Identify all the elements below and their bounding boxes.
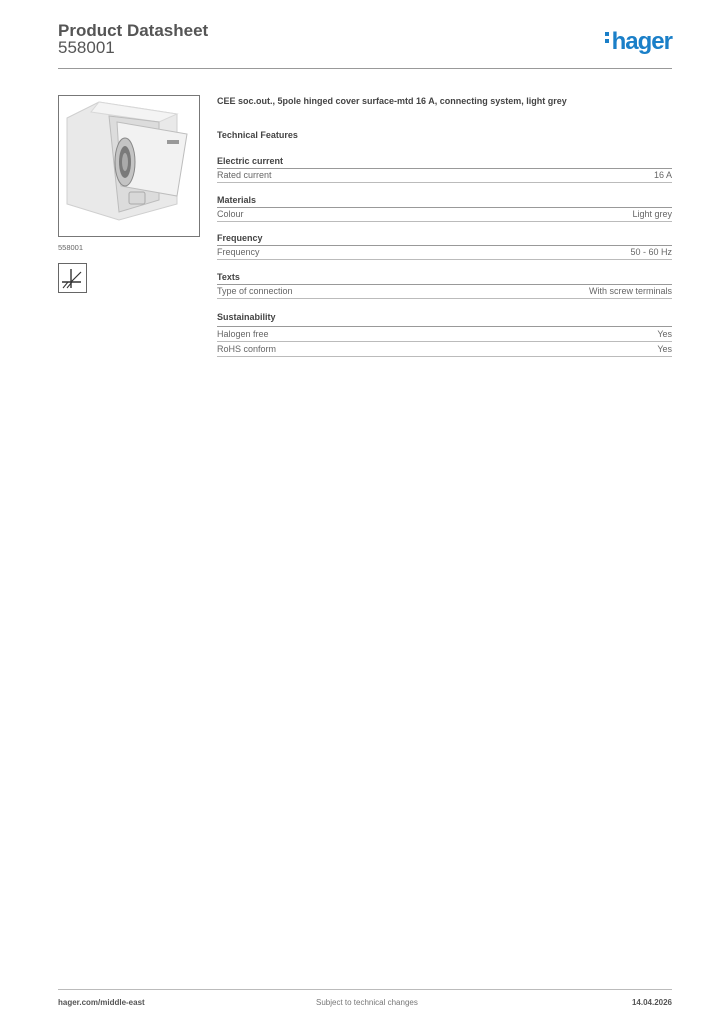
section-title-frequency: Frequency xyxy=(217,233,263,243)
section-title-texts: Texts xyxy=(217,272,240,282)
image-caption: 558001 xyxy=(58,243,84,252)
footer-notice: Subject to technical changes xyxy=(316,998,418,1007)
spec-row xyxy=(217,343,672,357)
spec-value: Yes xyxy=(657,329,672,339)
technical-features-heading: Technical Features xyxy=(217,130,298,140)
spec-label: Halogen free xyxy=(217,329,269,339)
hager-logo xyxy=(605,28,672,56)
logo-dots-icon xyxy=(605,32,610,46)
section-title-materials: Materials xyxy=(217,195,257,205)
spec-row xyxy=(217,285,672,299)
section-title-electric-current: Electric current xyxy=(217,156,284,166)
spec-row xyxy=(217,328,672,342)
spec-label: Colour xyxy=(217,209,244,219)
section-title-sustainability: Sustainability xyxy=(217,312,276,322)
spec-value: 50 - 60 Hz xyxy=(630,247,672,257)
section-divider xyxy=(217,326,672,327)
article-number: 558001 xyxy=(58,38,115,57)
spec-label: Type of connection xyxy=(217,286,293,296)
logo-text: hager xyxy=(611,28,672,55)
surface-mount-icon xyxy=(58,263,87,293)
header-divider xyxy=(58,68,672,69)
spec-value: Light grey xyxy=(632,209,672,219)
spec-value: Yes xyxy=(657,344,672,354)
footer-divider xyxy=(58,989,672,990)
spec-value: 16 A xyxy=(653,170,672,180)
spec-row xyxy=(217,246,672,260)
product-image xyxy=(58,95,200,237)
socket-outlet-illustration xyxy=(59,96,199,236)
footer-website: hager.com/middle-east xyxy=(58,998,145,1007)
product-description: CEE soc.out., 5pole hinged cover surface-mtd 16 A, connecting system, light grey xyxy=(217,96,567,106)
spec-label: Rated current xyxy=(217,170,272,180)
footer-date: 14.04.2026 xyxy=(631,998,672,1007)
spec-label: Frequency xyxy=(217,247,260,257)
page-title: Product Datasheet xyxy=(58,21,209,40)
spec-row xyxy=(217,208,672,222)
spec-value: With screw terminals xyxy=(588,286,672,296)
spec-row xyxy=(217,169,672,183)
spec-label: RoHS conform xyxy=(217,344,277,354)
